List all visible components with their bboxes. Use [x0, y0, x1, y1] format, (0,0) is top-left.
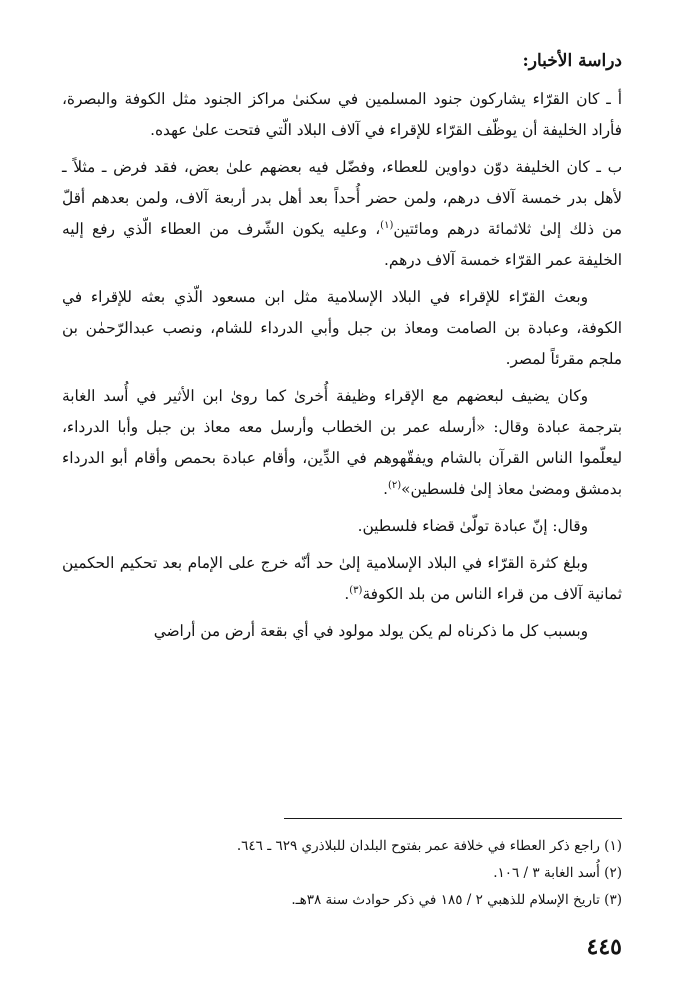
paragraph-text: وبلغ كثرة القرّاء في البلاد الإسلامية إلىٰ حد أنّه خرج على الإمام بعد تحكيم الحكمين ثمانية آلاف من قراء الناس من بلد الكوفة	[62, 554, 622, 603]
paragraph-judgeship	[62, 511, 622, 542]
paragraph-text: وقال: إنّ عبادة تولّىٰ قضاء فلسطين.	[357, 517, 588, 535]
paragraph-sending-reciters	[62, 282, 622, 375]
footnote-3: (٣) تاريخ الإسلام للذهبي ٢ / ١٨٥ في ذكر حوادث سنة ٣٨هـ.	[291, 892, 622, 908]
footnote-1: (١) راجع ذكر العطاء في خلافة عمر بفتوح البلدان للبلاذري ٦٢٩ ـ ٦٤٦.	[236, 838, 622, 854]
footnotes-list	[62, 833, 622, 914]
paragraph-text-tail: ، وعليه يكون الشّرف من العطاء الّذي رفع إليه الخليفة عمر القرّاء خمسة آلاف درهم.	[62, 220, 622, 269]
footnote-ref-1[interactable]: (١)	[380, 219, 394, 231]
paragraph-text: وبعث القرّاء للإقراء في البلاد الإسلامية مثل ابن مسعود الّذي بعثه للإقراء في الكوفة، وعبادة بن الصامت ومعاذ بن جبل وأبي الدرداء للشام، ونصب عبدالرّحمٰن بن ملجم مقرئاً لمصر.	[62, 288, 622, 368]
footnote-ref-2[interactable]: (٢)	[387, 479, 402, 491]
paragraph-text: وبسبب كل ما ذكرناه لم يكن يولد مولود في أي بقعة أرض من أراضي	[153, 622, 588, 640]
paragraph-text: ب ـ كان الخليفة دوّن دواوين للعطاء، وفضّل فيه بعضهم علىٰ بعض، فقد فرض ـ مثلاً ـ لأهل بدر خمسة آلاف درهم، ولمن حضر أُحداً بعد أهل بدر أربعة آلاف، ولمن بعدهم أقلّ من ذلك إلىٰ ثلاثمائة درهم ومائتين	[62, 158, 622, 238]
paragraph-reciters-count	[62, 548, 622, 610]
footnote-2: (٢) أُسد الغابة ٣ / ١٠٦.	[493, 865, 622, 881]
page-number: ٤٤٥	[586, 934, 622, 960]
footnote-divider	[284, 818, 622, 819]
paragraph-text: أ ـ كان القرّاء يشاركون جنود المسلمين في سكنىٰ مراكز الجنود مثل الكوفة والبصرة، فأراد الخليفة أن يوظّف القرّاء للإقراء في آلاف البلاد الّتي فتحت علىٰ عهده.	[62, 90, 622, 139]
footnote-ref-3[interactable]: (٣)	[349, 584, 363, 596]
paragraph-closing	[62, 616, 622, 647]
paragraph-text: وكان يضيف لبعضهم مع الإقراء وظيفة أُخرىٰ كما روىٰ ابن الأثير في أُسد الغابة بترجمة عبادة وقال: «أرسله عمر بن الخطاب وأرسل معه معاذ بن جبل وأبا الدرداء، ليعلّموا الناس القرآن بالشام ويفقّهوهم في الدِّين، وأقام عبادة بحمص وأقام أبو الدرداء بدمشق ومضىٰ معاذ إلىٰ فلسطين»	[62, 387, 622, 498]
paragraph-text-tail: .	[344, 585, 350, 603]
paragraph-ba	[62, 152, 622, 276]
book-page	[62, 48, 622, 978]
paragraph-additional-duty	[62, 381, 622, 505]
paragraph-alif	[62, 84, 622, 146]
section-heading: دراسة الأخبار:	[522, 51, 622, 71]
paragraph-text-tail: .	[383, 480, 388, 498]
